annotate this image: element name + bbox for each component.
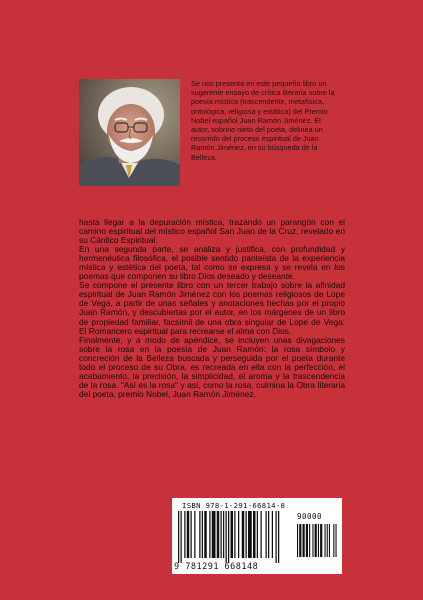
synopsis-paragraph: Finalmente, y a modo de apéndice, se incluyen unas divagaciones sobre la rosa en la poesía de Juan Ramón: la rosa símbolo y concreción de la Belleza buscada y perseguida por el poeta durante todo el proceso de su Obra, es recreada en ella con la perfección, el acabamiento, la precisión, la simplicidad, el aroma y la trascendencia de la rosa. "Así es la rosa" y así, como la rosa, culmina la Obra literaria del poeta, premio Nobel, Juan Ramón Jiménez. bbox=[79, 334, 345, 399]
author-photo bbox=[79, 79, 180, 186]
synopsis-paragraph: Se compone el presente libro con un tercer trabajo sobre la afinidad espiritual de Juan Ramón Jiménez con los poemas religiosos de Lope de Vega, a partir de unas señales y anotaciones hechas por el propio Juan Ramón, y descubiertas por el autor, en los márgenes de un libro de propiedad familiar, facsímil de una obra singular de Lope de Vega: El Romancero espiritual para recrearse el alma con Dios. bbox=[79, 280, 345, 336]
isbn-barcode bbox=[172, 498, 342, 574]
intro-text: Se nos presenta en este pequeño libro un sugerente ensayo de crítica literaria sobre la poesía mística (trascendente, metafísica, ontológica, religiosa y extática) del Premio Nobel español Juan Ramón Jiménez. El autor, sobrino nieto del poeta, delinea un recorrido del proceso espiritual de Juan Ramón Jiménez, en su búsqueda de la Belleza, bbox=[191, 79, 335, 162]
barcode-bars bbox=[178, 511, 291, 563]
barcode-digits: 9 781291 668148 bbox=[174, 562, 259, 572]
barcode-addon-digits: 90000 bbox=[297, 512, 323, 521]
synopsis bbox=[79, 218, 345, 399]
synopsis-paragraph: En una segunda parte, se analiza y justifica, con profundidad y hermenéutica filosófica, el posible sentido panteísta de la experiencia mística y estética del poeta, tal como se expresa y se revela en los poemas que componen su libro Dios deseado y deseante. bbox=[79, 244, 345, 282]
isbn-label: ISBN 978-1-291-66814-8 bbox=[182, 501, 286, 510]
synopsis-paragraph: hasta llegar a la depuración mística, trazando un parangón con el camino espiritual del místico español San Juan de la Cruz, revelado en su Cántico Espiritual. bbox=[79, 217, 345, 246]
barcode-addon-bars bbox=[297, 524, 337, 562]
